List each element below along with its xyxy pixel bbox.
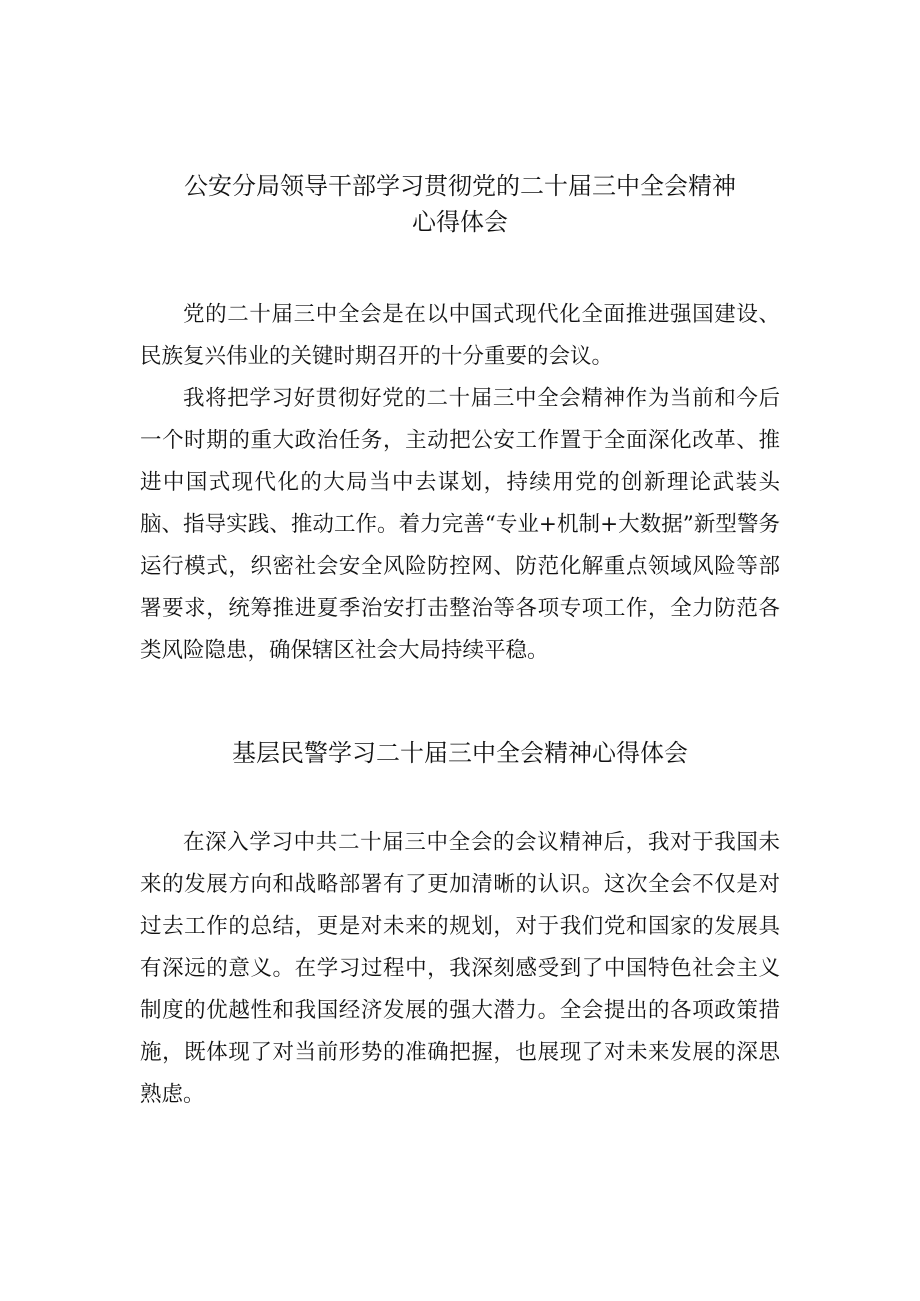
article1-title: [100, 168, 820, 240]
article1-title-line1: 公安分局领导干部学习贯彻党的二十届三中全会精神: [184, 172, 736, 200]
article1-body: [140, 294, 780, 672]
article1-paragraph-1: 党的二十届三中全会是在以中国式现代化全面推进强国建设、民族复兴伟业的关键时期召开的十分重要的会议。: [140, 302, 780, 369]
article2-body: [140, 822, 780, 1116]
article2-paragraph-1: 在深入学习中共二十届三中全会的会议精神后，我对于我国未来的发展方向和战略部署有了更加清晰的认识。这次全会不仅是对过去工作的总结，更是对未来的规划，对于我们党和国家的发展具有深远的意义。在学习过程中，我深刻感受到了中国特色社会主义制度的优越性和我国经济发展的强大潜力。全会提出的各项政策措施，既体现了对当前形势的准确把握，也展现了对未来发展的深思熟虑。: [140, 830, 780, 1107]
article1-paragraph-2: 我将把学习好贯彻好党的二十届三中全会精神作为当前和今后一个时期的重大政治任务，主动把公安工作置于全面深化改革、推进中国式现代化的大局当中去谋划，持续用党的创新理论武装头脑、指导实践、推动工作。着力完善“专业+机制+大数据”新型警务运行模式，织密社会安全风险防控网、防范化解重点领域风险等部署要求，统筹推进夏季治安打击整治等各项专项工作，全力防范各类风险隐患，确保辖区社会大局持续平稳。: [140, 386, 780, 663]
article2-title: 基层民警学习二十届三中全会精神心得体会: [232, 739, 688, 767]
article1-title-line2: 心得体会: [412, 208, 508, 236]
